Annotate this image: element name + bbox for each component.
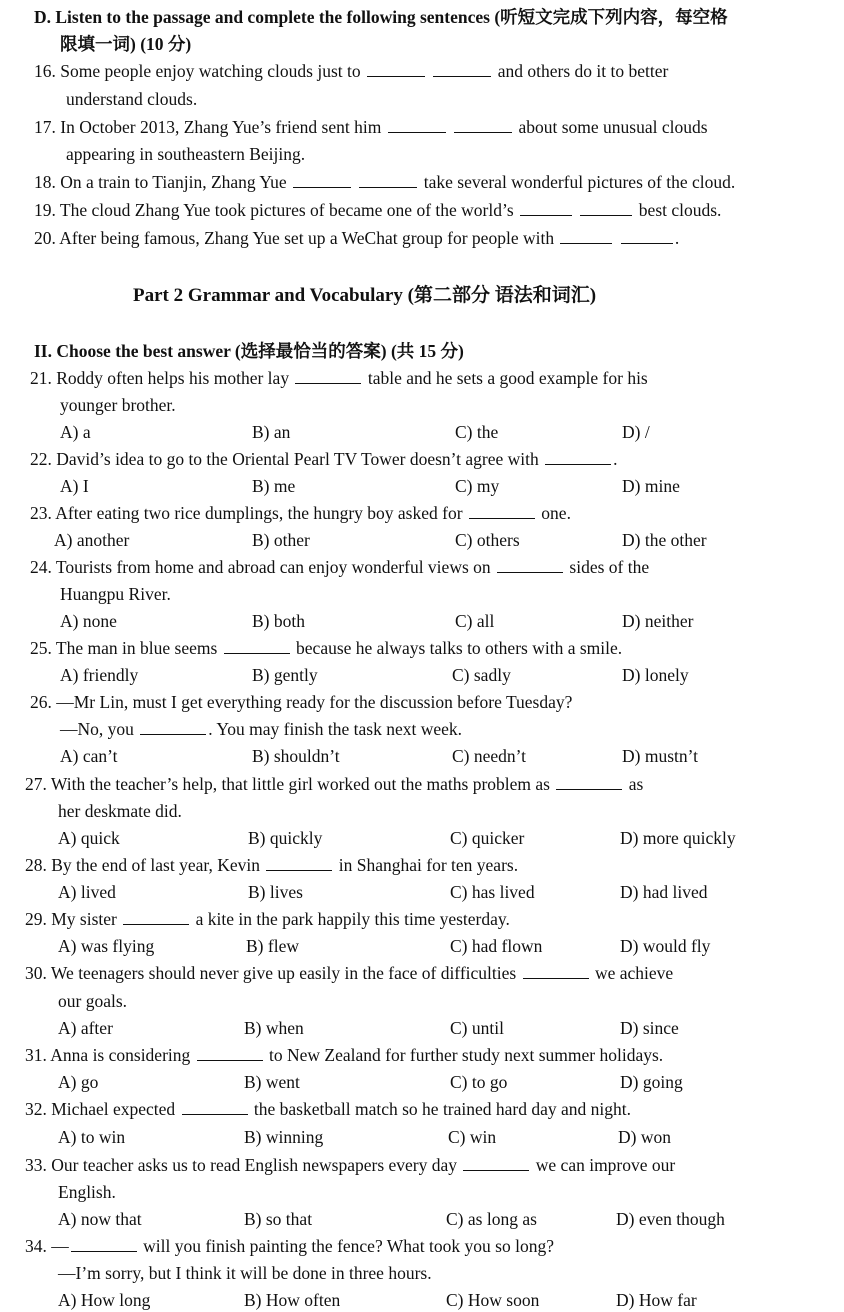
q24-blank xyxy=(497,557,563,573)
q23-text-after: one. xyxy=(541,503,571,523)
q32-option-c[interactable]: C) win xyxy=(448,1127,497,1147)
question-22 xyxy=(30,448,618,470)
section-d-heading-line2: 限填一词) (10 分) xyxy=(60,34,192,54)
question-25 xyxy=(30,637,622,659)
q32-blank xyxy=(182,1099,248,1115)
q27-option-b[interactable]: B) quickly xyxy=(248,828,323,848)
q30-blank xyxy=(523,963,589,979)
q34-option-a[interactable]: A) How long xyxy=(58,1290,151,1310)
q30-continuation: our goals. xyxy=(58,991,128,1011)
q29-option-c[interactable]: C) had flown xyxy=(450,936,543,956)
question-28 xyxy=(25,854,518,876)
q28-option-a[interactable]: A) lived xyxy=(58,882,116,902)
question-18 xyxy=(34,171,735,193)
q31-text: 31. Anna is considering xyxy=(25,1045,191,1065)
q30-text: 30. We teenagers should never give up easily in the face of difficulties xyxy=(25,963,517,983)
q21-option-a[interactable]: A) a xyxy=(60,422,91,442)
q22-blank xyxy=(545,449,611,465)
q22-option-a[interactable]: A) I xyxy=(60,476,89,496)
q16-blank-1 xyxy=(367,61,425,77)
question-19 xyxy=(34,199,721,221)
q31-blank xyxy=(197,1045,263,1061)
q24-option-d[interactable]: D) neither xyxy=(622,611,694,631)
q33-text: 33. Our teacher asks us to read English newspapers every day xyxy=(25,1155,458,1175)
q27-option-d[interactable]: D) more quickly xyxy=(620,828,736,848)
q21-option-c[interactable]: C) the xyxy=(455,422,499,442)
question-29 xyxy=(25,908,510,930)
q24-option-a[interactable]: A) none xyxy=(60,611,117,631)
q29-blank xyxy=(123,909,189,925)
q24-continuation: Huangpu River. xyxy=(60,584,171,604)
q22-text: 22. David’s idea to go to the Oriental Pearl TV Tower doesn’t agree with xyxy=(30,449,539,469)
q16-text-after: and others do it to better xyxy=(497,61,669,81)
q25-option-a[interactable]: A) friendly xyxy=(60,665,139,685)
q29-option-a[interactable]: A) was flying xyxy=(58,936,155,956)
q30-option-a[interactable]: A) after xyxy=(58,1018,113,1038)
q33-option-c[interactable]: C) as long as xyxy=(446,1209,537,1229)
q33-blank xyxy=(463,1155,529,1171)
q29-text: 29. My sister xyxy=(25,909,117,929)
q23-option-d[interactable]: D) the other xyxy=(622,530,707,550)
q27-continuation: her deskmate did. xyxy=(58,801,182,821)
q29-text-after: a kite in the park happily this time yesterday. xyxy=(195,909,510,929)
q17-blank-2 xyxy=(454,117,512,133)
q20-period: . xyxy=(674,228,680,248)
q25-blank xyxy=(224,638,290,654)
question-24 xyxy=(30,556,649,578)
q28-text: 28. By the end of last year, Kevin xyxy=(25,855,261,875)
question-33 xyxy=(25,1154,675,1176)
question-34 xyxy=(25,1235,554,1257)
q21-text: 21. Roddy often helps his mother lay xyxy=(30,368,290,388)
q19-blank-1 xyxy=(520,200,572,216)
q18-text-after: take several wonderful pictures of the cloud. xyxy=(423,172,736,192)
q17-text: 17. In October 2013, Zhang Yue’s friend sent him xyxy=(34,117,382,137)
question-23 xyxy=(30,502,571,524)
q23-text: 23. After eating two rice dumplings, the hungry boy asked for xyxy=(30,503,463,523)
question-27 xyxy=(25,773,643,795)
q26-blank xyxy=(140,719,206,735)
q24-text-after: sides of the xyxy=(569,557,650,577)
q34-blank xyxy=(71,1236,137,1252)
q29-option-d[interactable]: D) would fly xyxy=(620,936,711,956)
q32-text: 32. Michael expected xyxy=(25,1099,176,1119)
q27-text: 27. With the teacher’s help, that little girl worked out the maths problem as xyxy=(25,774,550,794)
q30-option-d[interactable]: D) since xyxy=(620,1018,679,1038)
question-16 xyxy=(34,60,668,82)
q23-option-c[interactable]: C) others xyxy=(455,530,520,550)
q34-option-b[interactable]: B) How often xyxy=(244,1290,341,1310)
q26-option-d[interactable]: D) mustn’t xyxy=(622,746,698,766)
q22-text-after: . xyxy=(613,449,618,469)
q31-option-b[interactable]: B) went xyxy=(244,1072,300,1092)
question-17 xyxy=(34,116,708,138)
q27-option-c[interactable]: C) quicker xyxy=(450,828,525,848)
q23-option-a[interactable]: A) another xyxy=(54,530,130,550)
q17-continuation: appearing in southeastern Beijing. xyxy=(66,144,306,164)
q22-option-b[interactable]: B) me xyxy=(252,476,296,496)
q34-option-c[interactable]: C) How soon xyxy=(446,1290,540,1310)
q28-option-c[interactable]: C) has lived xyxy=(450,882,535,902)
q22-option-c[interactable]: C) my xyxy=(455,476,500,496)
q21-option-d[interactable]: D) / xyxy=(622,422,650,442)
q32-text-after: the basketball match so he trained hard day and night. xyxy=(253,1099,632,1119)
q28-option-b[interactable]: B) lives xyxy=(248,882,303,902)
q25-option-c[interactable]: C) sadly xyxy=(452,665,511,685)
q18-blank-2 xyxy=(359,172,417,188)
q24-text: 24. Tourists from home and abroad can enjoy wonderful views on xyxy=(30,557,491,577)
q34-option-d[interactable]: D) How far xyxy=(616,1290,697,1310)
q30-text-after: we achieve xyxy=(594,963,674,983)
q33-text-after: we can improve our xyxy=(535,1155,676,1175)
q19-text: 19. The cloud Zhang Yue took pictures of became one of the world’s xyxy=(34,200,514,220)
q30-option-c[interactable]: C) until xyxy=(450,1018,504,1038)
q32-option-a[interactable]: A) to win xyxy=(58,1127,126,1147)
question-26: 26. —Mr Lin, must I get everything ready for the discussion before Tuesday? xyxy=(30,692,573,712)
q33-option-d[interactable]: D) even though xyxy=(616,1209,725,1229)
q32-option-d[interactable]: D) won xyxy=(618,1127,671,1147)
q16-text: 16. Some people enjoy watching clouds just to xyxy=(34,61,361,81)
q25-option-b[interactable]: B) gently xyxy=(252,665,318,685)
q18-text: 18. On a train to Tianjin, Zhang Yue xyxy=(34,172,287,192)
q17-text-after: about some unusual clouds xyxy=(518,117,708,137)
question-21 xyxy=(30,367,648,389)
q22-option-d[interactable]: D) mine xyxy=(622,476,680,496)
question-32 xyxy=(25,1098,631,1120)
q31-option-c[interactable]: C) to go xyxy=(450,1072,508,1092)
question-30 xyxy=(25,962,673,984)
q18-blank-1 xyxy=(293,172,351,188)
q21-option-b[interactable]: B) an xyxy=(252,422,291,442)
q34-text-after: will you finish painting the fence? What took you so long? xyxy=(143,1236,554,1256)
section-ii-heading: II. Choose the best answer (选择最恰当的答案) (共 15 分) xyxy=(34,341,464,361)
q31-text-after: to New Zealand for further study next summer holidays. xyxy=(269,1045,664,1065)
q33-option-a[interactable]: A) now that xyxy=(58,1209,142,1229)
q33-option-b[interactable]: B) so that xyxy=(244,1209,313,1229)
q21-continuation: younger brother. xyxy=(60,395,176,415)
q34-text: 34. — xyxy=(25,1236,69,1256)
q28-option-d[interactable]: D) had lived xyxy=(620,882,708,902)
q33-continuation: English. xyxy=(58,1182,116,1202)
q26-response xyxy=(60,718,462,740)
q31-option-d[interactable]: D) going xyxy=(620,1072,683,1092)
q27-text-after: as xyxy=(628,774,644,794)
q26-option-c[interactable]: C) needn’t xyxy=(452,746,527,766)
q28-text-after: in Shanghai for ten years. xyxy=(338,855,519,875)
q28-blank xyxy=(266,855,332,871)
q30-option-b[interactable]: B) when xyxy=(244,1018,304,1038)
q26-option-a[interactable]: A) can’t xyxy=(60,746,118,766)
question-20 xyxy=(34,227,679,249)
q21-blank xyxy=(295,368,361,384)
q32-option-b[interactable]: B) winning xyxy=(244,1127,324,1147)
q27-option-a[interactable]: A) quick xyxy=(58,828,120,848)
q26-text-after: . You may finish the task next week. xyxy=(208,719,462,739)
q31-option-a[interactable]: A) go xyxy=(58,1072,99,1092)
q25-text: 25. The man in blue seems xyxy=(30,638,218,658)
q16-continuation: understand clouds. xyxy=(66,89,198,109)
part-2-title: Part 2 Grammar and Vocabulary (第二部分 语法和词汇) xyxy=(133,285,597,306)
q24-option-b[interactable]: B) both xyxy=(252,611,305,631)
q17-blank-1 xyxy=(388,117,446,133)
q20-blank-2 xyxy=(621,228,673,244)
q26-text: —No, you xyxy=(60,719,134,739)
q27-blank xyxy=(556,774,622,790)
q25-text-after: because he always talks to others with a smile. xyxy=(296,638,623,658)
q20-text: 20. After being famous, Zhang Yue set up a WeChat group for people with xyxy=(34,228,555,248)
q19-text-after: best clouds. xyxy=(638,200,722,220)
q20-blank-1 xyxy=(560,228,612,244)
q29-option-b[interactable]: B) flew xyxy=(246,936,299,956)
q16-blank-2 xyxy=(433,61,491,77)
q23-option-b[interactable]: B) other xyxy=(252,530,310,550)
q24-option-c[interactable]: C) all xyxy=(455,611,495,631)
q23-blank xyxy=(469,503,535,519)
question-31 xyxy=(25,1044,663,1066)
q34-continuation: —I’m sorry, but I think it will be done in three hours. xyxy=(58,1263,432,1283)
q19-blank-2 xyxy=(580,200,632,216)
q26-option-b[interactable]: B) shouldn’t xyxy=(252,746,340,766)
q25-option-d[interactable]: D) lonely xyxy=(622,665,689,685)
q21-text-after: table and he sets a good example for his xyxy=(367,368,648,388)
section-d-heading-line1: D. Listen to the passage and complete the following sentences (听短文完成下列内容，每空格 xyxy=(34,7,728,27)
